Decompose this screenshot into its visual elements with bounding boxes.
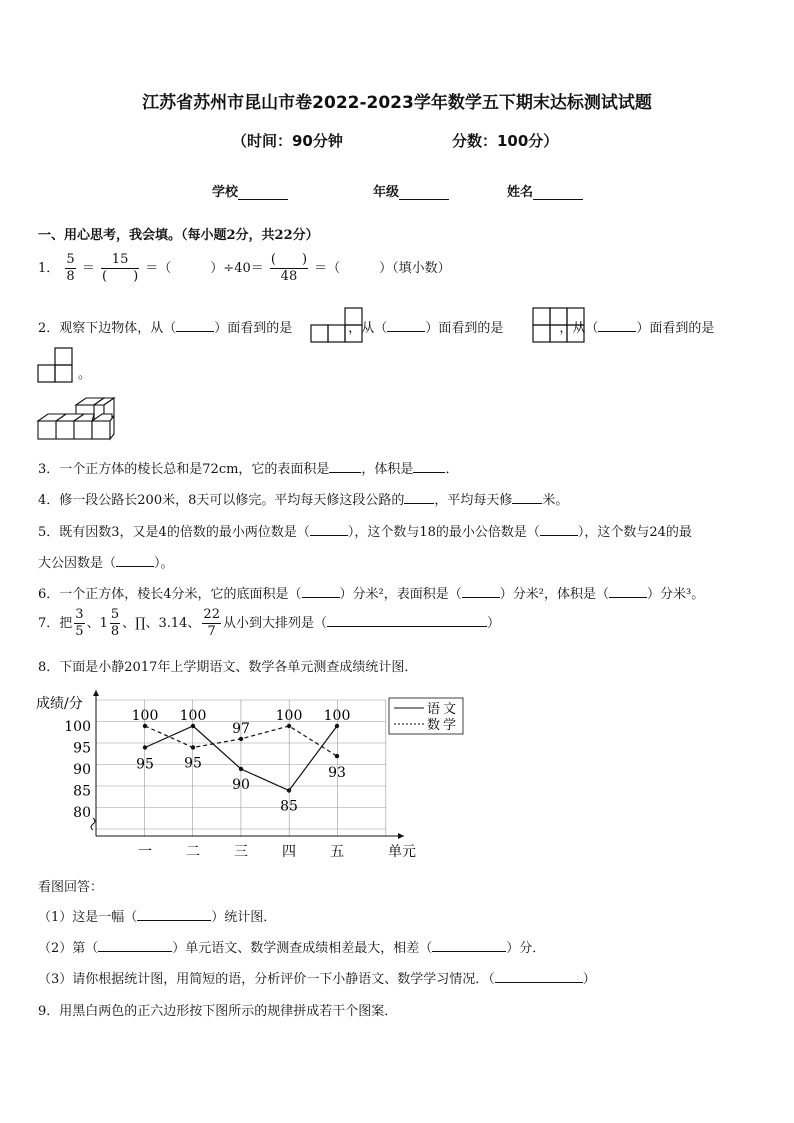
data-label: 100 <box>131 708 159 724</box>
q8-intro: 看图回答： <box>38 880 104 895</box>
q2-blank-3[interactable] <box>598 318 636 332</box>
grade-blank[interactable] <box>399 186 449 200</box>
question-9: 9．用黑白两色的正六边形按下图所示的规律拼成若干个图案． <box>38 1004 398 1019</box>
time-label: （时间：90分钟 <box>232 132 343 150</box>
legend-label: 数学 <box>427 718 460 733</box>
q5-blank-3[interactable] <box>116 553 154 567</box>
q7-fraction-1: $\frac{3}{5}$ <box>75 607 84 639</box>
y-tick-label: 100 <box>64 719 91 735</box>
q3-blank-volume[interactable] <box>413 459 445 473</box>
data-point <box>335 754 339 758</box>
q8-s1-blank[interactable] <box>137 907 211 921</box>
q1-division[interactable]: ＝（ ）÷40＝ <box>145 261 264 276</box>
x-axis-label: 单元 <box>388 844 416 860</box>
q1-fraction-2[interactable]: $\frac{15}{( )}$ <box>102 252 139 284</box>
data-point <box>191 745 195 749</box>
grade-label: 年级 <box>373 185 400 200</box>
grade-field[interactable] <box>373 181 449 200</box>
score-label: 分数：100分） <box>452 132 559 150</box>
section-heading: 一、用心思考，我会填。（每小题2分，共22分） <box>38 228 319 243</box>
x-tick-label: 三 <box>234 844 248 860</box>
q8-s2-blank-2[interactable] <box>432 938 506 952</box>
data-point <box>143 745 147 749</box>
x-tick-label: 四 <box>282 844 296 860</box>
q2-blank-2[interactable] <box>387 318 425 332</box>
q1-fraction-1: $\frac{5}{8}$ <box>66 252 75 284</box>
q1-fraction-3[interactable]: $\frac{( )}{48}$ <box>270 252 308 284</box>
name-field[interactable] <box>507 181 583 200</box>
x-tick-label: 五 <box>330 844 344 860</box>
name-blank[interactable] <box>533 186 583 200</box>
data-label: 85 <box>280 798 298 815</box>
q6-blank-volume[interactable] <box>609 584 647 598</box>
view-side-figure <box>37 346 77 386</box>
question-4: 4．修一段公路长200米，8天可以修完。平均每天修这段公路的 ，平均每天修 米。 <box>38 489 568 508</box>
q3-blank-area[interactable] <box>329 459 361 473</box>
q7-fraction-3: $\frac{22}{7}$ <box>203 607 220 639</box>
q8-s2-blank-1[interactable] <box>98 938 172 952</box>
legend-label: 语文 <box>427 702 460 717</box>
question-5-cont: 大公因数是（ ）。 <box>38 552 174 571</box>
data-label: 90 <box>232 777 250 793</box>
q4-blank-fraction[interactable] <box>404 490 434 504</box>
q1-decimal-blank[interactable]: ＝（ ）（填小数） <box>314 261 451 276</box>
x-tick-label: 一 <box>138 844 152 860</box>
question-8: 8．下面是小静2017年上学期语文、数学各单元测查成绩统计图． <box>38 660 418 675</box>
data-point <box>239 737 243 741</box>
q2-blank-1[interactable] <box>176 318 214 332</box>
question-7: 7．把 $\frac{3}{5}$ 、1 $\frac{5}{8}$ 、∏、3.14、 $\frac{22}{7}$ 从小到大排列是（ ） <box>38 607 500 639</box>
question-2: 2．观察下边物体，从（ ）面看到的是 ，从（ ）面看到的是 ，从（ ）面看到的是 <box>38 317 714 336</box>
data-point <box>191 724 195 728</box>
view-front-figure <box>310 305 366 343</box>
data-label: 95 <box>184 755 202 772</box>
data-point <box>335 724 339 728</box>
y-tick-label: 90 <box>73 762 91 778</box>
q8-sub-2: （2）第（ ）单元语文、数学测查成绩相差最大，相差（ ）分． <box>38 937 545 956</box>
question-6: 6．一个正方体，棱长4分米，它的底面积是（ ）分米²，表面积是（ ）分米²，体积是（ ）分米³。 <box>38 583 704 602</box>
school-field[interactable] <box>212 181 288 200</box>
x-axis-arrow <box>398 833 404 839</box>
y-axis-label: 成绩/分 <box>36 696 83 712</box>
data-label: 97 <box>232 720 250 737</box>
data-label: 100 <box>275 708 303 724</box>
cube-stack-figure <box>36 395 118 443</box>
name-label: 姓名 <box>507 185 534 200</box>
q4-blank-meters[interactable] <box>512 490 542 504</box>
axis-break <box>91 818 95 830</box>
question-3: 3．一个正方体的棱长总和是72cm，它的表面积是 ，体积是 ． <box>38 458 458 477</box>
school-blank[interactable] <box>238 186 288 200</box>
page-title: 江苏省苏州市昆山市卷2022-2023学年数学五下期末达标测试试题 <box>142 93 652 113</box>
view-top-figure <box>532 305 588 343</box>
y-axis-arrow <box>93 690 99 696</box>
q5-blank-1[interactable] <box>310 522 348 536</box>
y-tick-label: 80 <box>73 805 91 821</box>
data-label: 95 <box>136 756 154 773</box>
score-line-chart <box>36 690 476 862</box>
data-point <box>287 788 291 792</box>
q6-blank-base[interactable] <box>302 584 340 598</box>
q1-number: 1． <box>38 261 60 276</box>
q8-s3-blank[interactable] <box>495 969 583 983</box>
q8-sub-1: （1）这是一幅（ ）统计图． <box>38 906 276 925</box>
q2-period: 。 <box>78 367 92 382</box>
question-5: 5．既有因数3，又是4的倍数的最小两位数是（ ），这个数与18的最小公倍数是（ ），这个数与24的最 <box>38 521 692 540</box>
q6-blank-surface[interactable] <box>462 584 500 598</box>
q7-blank-order[interactable] <box>327 613 487 627</box>
data-label: 100 <box>323 708 351 724</box>
data-point <box>287 724 291 728</box>
data-label: 100 <box>179 708 207 724</box>
data-label: 93 <box>328 765 346 782</box>
data-point <box>143 724 147 728</box>
data-point <box>239 767 243 771</box>
x-tick-label: 二 <box>186 844 200 860</box>
q7-fraction-2: $\frac{5}{8}$ <box>110 607 120 639</box>
question-1: 1． $\frac{5}{8}$ ＝ $\frac{15}{( )}$ ＝（ ）÷40＝ $\frac{( )}{48}$ ＝（ ）（填小数） <box>38 252 451 284</box>
q8-sub-3: （3）请你根据统计图，用简短的语，分析评价一下小静语文、数学学习情况．（ ） <box>38 968 596 987</box>
y-tick-label: 95 <box>73 740 91 757</box>
q5-blank-2[interactable] <box>540 522 578 536</box>
y-tick-label: 85 <box>73 783 91 800</box>
school-label: 学校 <box>212 185 239 200</box>
